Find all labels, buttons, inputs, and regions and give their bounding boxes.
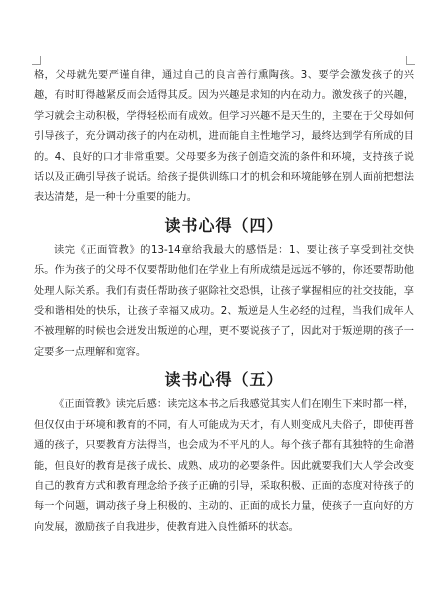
- section-heading-4: 读书心得（四）: [164, 215, 284, 235]
- section-paragraph-5: 《正面管教》读完后感：读完这本书之后我感觉其实人们在刚生下来时都一样，但仅仅由于环境和教育的不同，有人可能成为天才，有人则变成凡夫俗子，即使再普通的孩子，只要教育方法得当，也会成为不平凡的人。每个孩子都有其独特的生命潜能，但良好的教育是孩子成长、成熟、成功的必要条件。因此就要我们大人学会改变自己的教育方式和教育理念给予孩子正确的引导，采取积极、正面的态度对待孩子的每一个问题，调动孩子身上积极的、主动的、正面的成长力量，使孩子一直向好的方向发展，激励孩子自我进步，使教育进入良性循环的状态。: [34, 399, 414, 533]
- crop-mark-top-left: [32, 56, 41, 65]
- document-body: [34, 66, 414, 538]
- crop-mark-top-right: [406, 56, 415, 65]
- section-paragraph-4: 读完《正面管教》的13-14章给我最大的感悟是：1、要让孩子享受到社交快乐。作为孩子的父母不仅要帮助他们在学业上有所成绩是远远不够的，你还要帮助他处理人际关系。我们有责任帮助孩子驱除社交恐惧，让孩子掌握相应的社交技能，享受和谐相处的快乐，让孩子幸福又成功。2、叛逆是人生必经的过程，当我们成年人不被理解的时候也会迸发出叛逆的心理，更不要说孩子了，因此对于叛逆期的孩子一定要多一点理解和宽容。: [34, 244, 414, 358]
- intro-paragraph: 格，父母就先要严谨自律，通过自己的良言善行熏陶孩。3、要学会激发孩子的兴趣，有时盯得越紧反而会适得其反。因为兴趣是求知的内在动力。激发孩子的兴趣，学习就会主动积极，学得轻松而有成效。但学习兴趣不是天生的，主要在于父母如何引导孩子，充分调动孩子的内在动机，进而能自主性地学习，最终达到学有所成的目的。4、良好的口才非常重要。父母要多为孩子创造交流的条件和环境，支持孩子说话以及正确引导孩子说话。给孩子提供训练口才的机会和环境能够在别人面前把想法表达清楚，是一种十分重要的能力。: [34, 70, 414, 204]
- section-heading-5: 读书心得（五）: [164, 370, 284, 390]
